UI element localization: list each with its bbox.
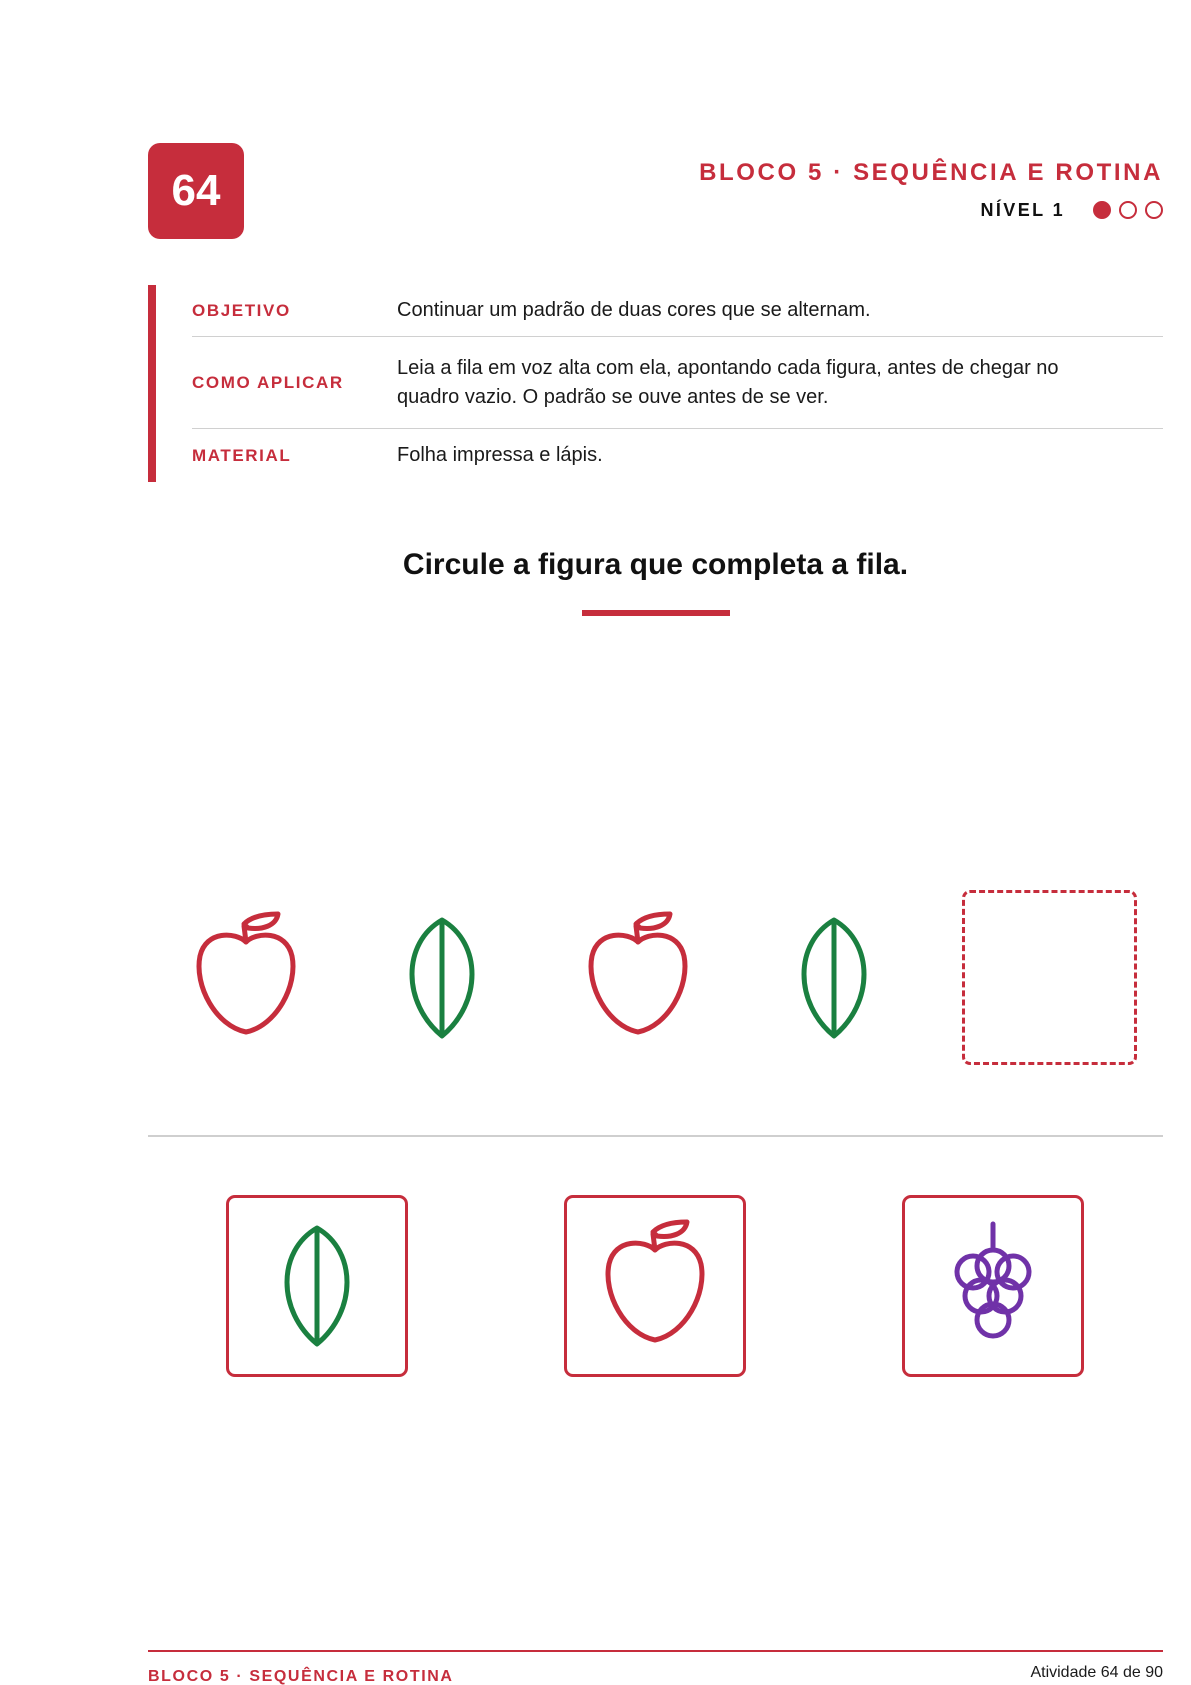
how-to-apply-text: Leia a fila em voz alta com ela, apontando cada figura, antes de chegar no quadro vazio. O padrão se ouve antes de se ver. <box>397 356 1059 408</box>
material-label: MATERIAL <box>192 445 292 465</box>
activity-number-badge <box>148 143 244 239</box>
level-dot-empty <box>1119 201 1137 219</box>
leaf-icon <box>382 908 502 1048</box>
section-divider <box>148 1135 1163 1137</box>
level-dot-empty <box>1145 201 1163 219</box>
option-leaf[interactable] <box>226 1195 408 1377</box>
objective-text: Continuar um padrão de duas cores que se alternam. <box>397 299 871 321</box>
grapes-icon <box>933 1216 1053 1356</box>
footer-block-title: BLOCO 5 · SEQUÊNCIA E ROTINA <box>148 1668 454 1685</box>
footer-rule <box>148 1650 1163 1652</box>
info-row-objective <box>192 285 1163 337</box>
option-grapes[interactable] <box>902 1195 1084 1377</box>
objective-label: OBJETIVO <box>192 300 291 320</box>
instruction-text: Circule a figura que completa a fila. <box>402 548 909 581</box>
leaf-icon <box>257 1216 377 1356</box>
info-row-how-to-apply <box>192 337 1163 429</box>
page-header <box>560 157 1163 221</box>
level-row <box>560 199 1163 221</box>
leaf-icon <box>774 908 894 1048</box>
footer-page-count: Atividade 64 de 90 <box>1030 1664 1163 1681</box>
info-row-material <box>192 429 1163 482</box>
option-apple[interactable] <box>564 1195 746 1377</box>
apple-icon <box>578 908 698 1048</box>
activity-info-panel <box>148 285 1163 482</box>
level-dot-filled <box>1093 201 1111 219</box>
how-to-apply-label: COMO APLICAR <box>192 372 344 392</box>
apple-icon <box>595 1216 715 1356</box>
level-label: NÍVEL 1 <box>980 199 1065 220</box>
apple-icon <box>186 908 306 1048</box>
material-text: Folha impressa e lápis. <box>397 444 603 466</box>
block-title: BLOCO 5 · SEQUÊNCIA E ROTINA <box>699 159 1163 186</box>
activity-number: 64 <box>171 166 221 215</box>
empty-answer-box[interactable] <box>962 890 1137 1065</box>
instruction-underline <box>582 610 730 616</box>
